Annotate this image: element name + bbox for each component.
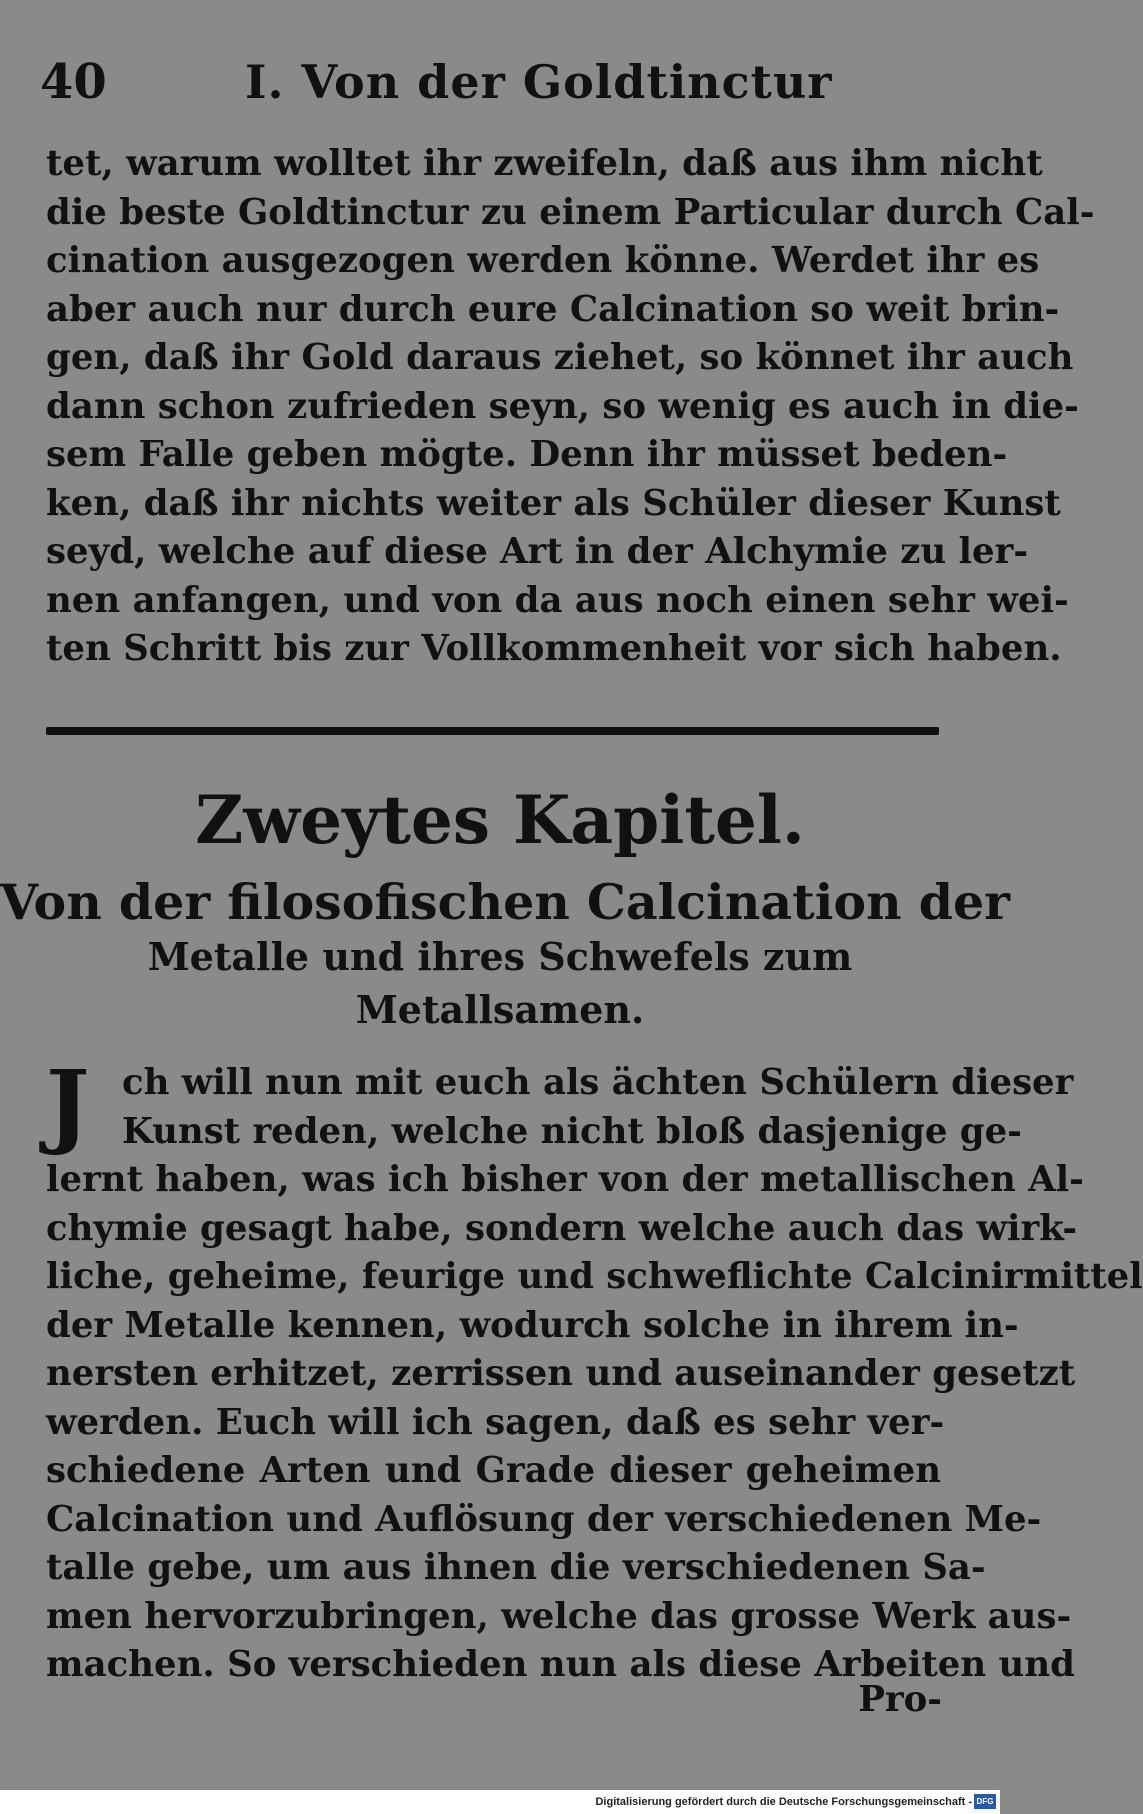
text-line: tet, warum wolltet ihr zweifeln, daß aus ihm nicht bbox=[46, 143, 1043, 184]
paragraph-chapter-opening bbox=[46, 1059, 1143, 1690]
catchword: Pro- bbox=[858, 1679, 942, 1720]
text-line: gen, daß ihr Gold daraus ziehet, so könnet ihr auch bbox=[46, 337, 1074, 378]
chapter-title: Zweytes Kapitel. bbox=[195, 781, 805, 859]
text-line: talle gebe, um aus ihnen die verschiedenen Sa- bbox=[46, 1547, 986, 1588]
drop-cap: J bbox=[46, 1050, 90, 1158]
text-line: men hervorzubringen, welche das grosse Werk aus- bbox=[46, 1595, 1072, 1637]
text-line: aber auch nur durch eure Calcination so weit brin- bbox=[46, 288, 1060, 330]
section-divider-rule bbox=[46, 727, 939, 735]
text-line: schiedene Arten und Grade dieser geheimen bbox=[46, 1450, 941, 1491]
dfg-logo-icon: DFG bbox=[974, 1794, 996, 1809]
text-line: ken, daß ihr nichts weiter als Schüler dieser Kunst bbox=[46, 482, 1061, 524]
page-header bbox=[40, 52, 960, 112]
text-line: machen. So verschieden nun als diese Arbeiten und bbox=[46, 1644, 1075, 1685]
text-line: die beste Goldtinctur zu einem Particular durch Cal- bbox=[46, 191, 1095, 233]
paragraph-continued bbox=[46, 140, 1095, 674]
text-line: der Metalle kennen, wodurch solche in ihrem in- bbox=[46, 1304, 1019, 1346]
text-line: dann schon zufrieden seyn, so wenig es auch in die- bbox=[46, 385, 1079, 427]
running-head: I. Von der Goldtinctur bbox=[245, 55, 833, 109]
page-number: 40 bbox=[40, 54, 107, 110]
chapter-subtitle-line: Von der filosofischen Calcination der bbox=[0, 873, 1010, 931]
text-line: chymie gesagt habe, sondern welche auch das wirk- bbox=[46, 1207, 1078, 1249]
text-line: seyd, welche auf diese Art in der Alchymie zu ler- bbox=[46, 531, 1029, 572]
text-line: liche, geheime, feurige und schweflichte Calcinirmittel bbox=[46, 1256, 1143, 1297]
text-line: werden. Euch will ich sagen, daß es sehr ver- bbox=[46, 1401, 945, 1443]
text-line: ten Schritt bis zur Vollkommenheit vor sich haben. bbox=[46, 628, 1062, 669]
text-line: lernt haben, was ich bisher von der metallischen Al- bbox=[46, 1159, 1084, 1200]
text-line: ch will nun mit euch als ächten Schülern dieser bbox=[122, 1062, 1074, 1103]
chapter-subtitle-line: Metalle und ihres Schwefels zum bbox=[147, 934, 853, 979]
chapter-subtitle-line: Metallsamen. bbox=[355, 987, 645, 1032]
text-line: nen anfangen, und von da aus noch einen sehr wei- bbox=[46, 579, 1069, 621]
funding-credit: Digitalisierung gefördert durch die Deutsche Forschungsgemeinschaft - bbox=[595, 1796, 972, 1808]
text-line: sem Falle geben mögte. Denn ihr müsset beden- bbox=[46, 434, 1008, 475]
text-line: Calcination und Auflösung der verschiedenen Me- bbox=[46, 1498, 1042, 1540]
text-line: cination ausgezogen werden könne. Werdet ihr es bbox=[46, 240, 1040, 281]
digitization-footer bbox=[0, 1790, 1000, 1814]
text-line: Kunst reden, welche nicht bloß dasjenige ge- bbox=[122, 1110, 1022, 1152]
text-line: nersten erhitzet, zerrissen und auseinander gesetzt bbox=[46, 1353, 1076, 1394]
